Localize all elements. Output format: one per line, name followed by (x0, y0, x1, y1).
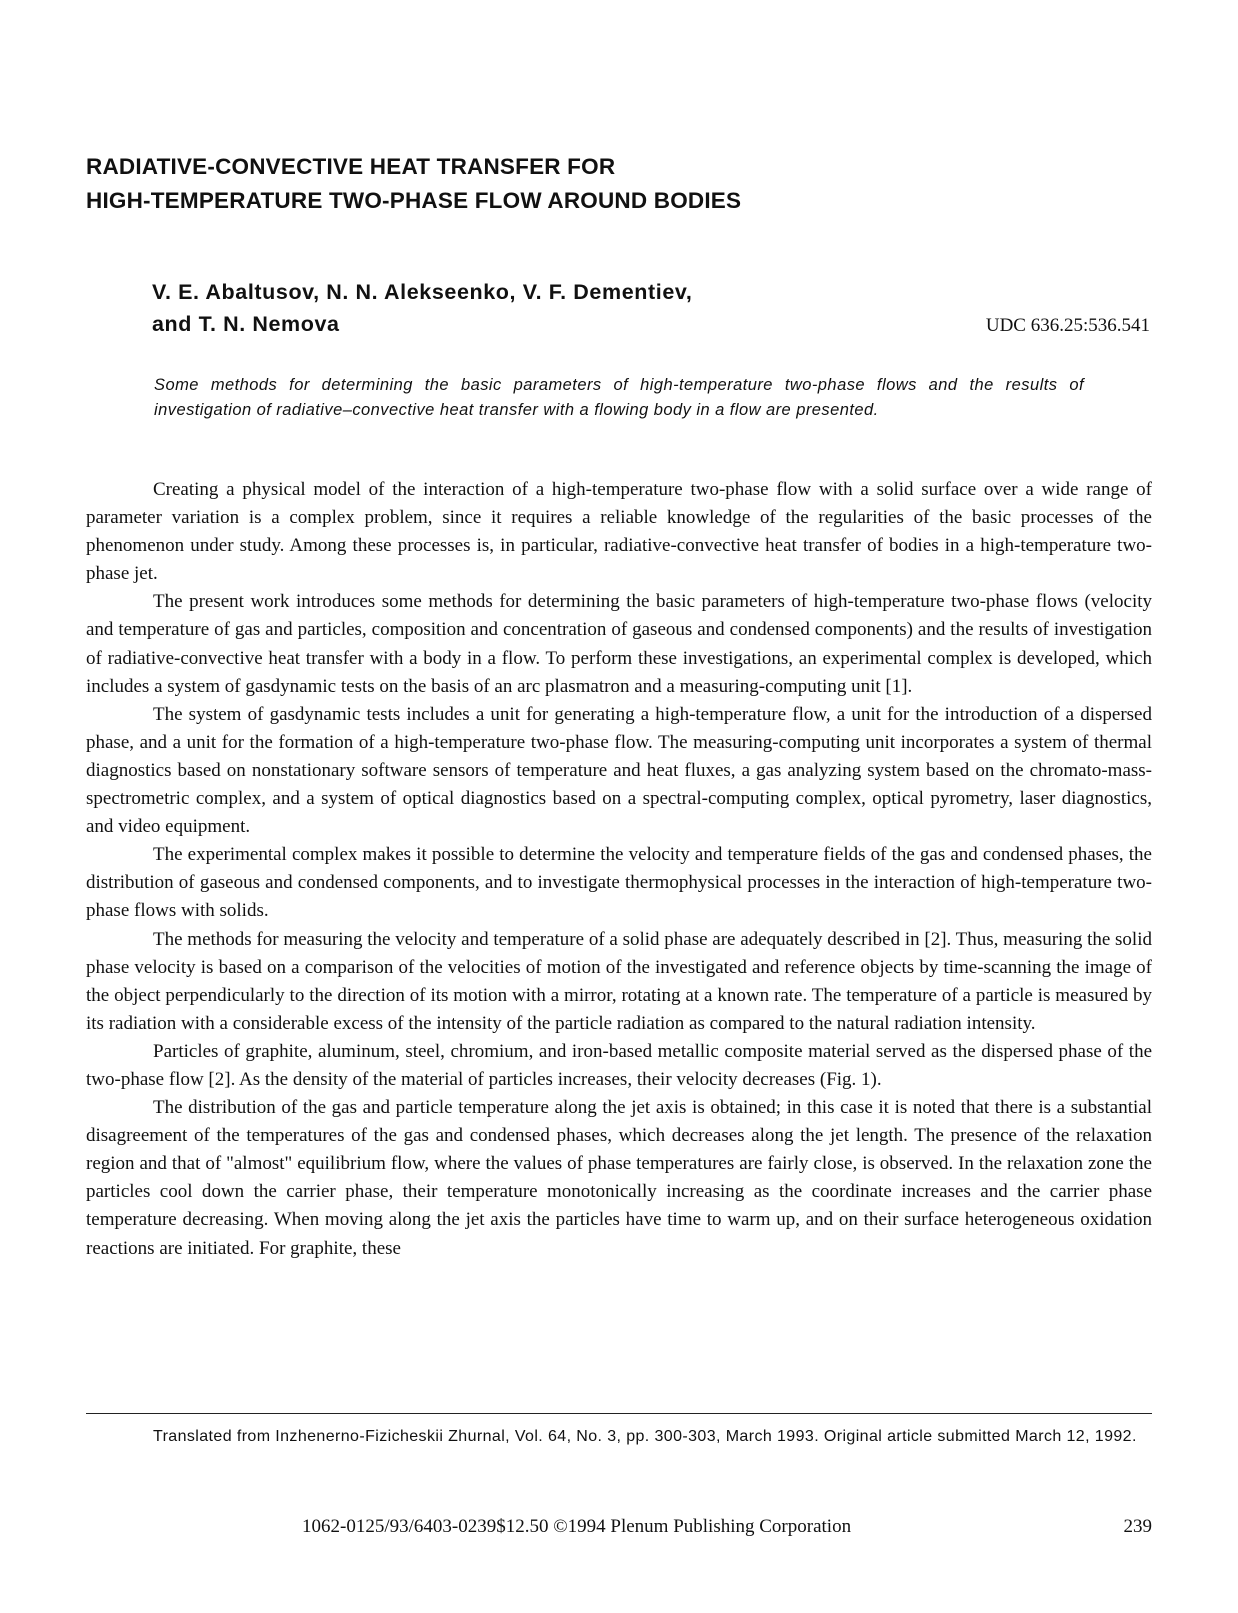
article-title-line-1: RADIATIVE-CONVECTIVE HEAT TRANSFER FOR (86, 154, 616, 179)
udc-code: UDC 636.25:536.541 (985, 315, 1150, 336)
body-paragraph: The methods for measuring the velocity and temperature of a solid phase are adequately described in [2]. Thus, measuring the solid phase velocity is based on a comparison of the velocities of motion of the investigated and reference objects by time-scanning the image of the object perpendicularly to the direction of its motion with a mirror, rotating at a known rate. The temperature of a particle is measured by its radiation with a considerable excess of the intensity of the particle radiation as compared to the natural radiation intensity. (86, 928, 1152, 1034)
body-paragraph: The experimental complex makes it possible to determine the velocity and temperature fields of the gas and condensed phases, the distribution of gaseous and condensed components, and to investigate thermophysical processes in the interaction of high-temperature two-phase flows with solids. (86, 844, 1152, 922)
body-paragraph: The present work introduces some methods for determining the basic parameters of high-temperature two-phase flows (velocity and temperature of gas and particles, composition and concentration of gaseous and condensed components) and the results of investigation of radiative-convective heat transfer with a body in a flow. To perform these investigations, an experimental complex is developed, which includes a system of gasdynamic tests on the basis of an arc plasmatron and a measuring-computing unit [1]. (86, 591, 1152, 697)
article-title-line-2: HIGH-TEMPERATURE TWO-PHASE FLOW AROUND BODIES (86, 188, 742, 213)
body-paragraph: The distribution of the gas and particle temperature along the jet axis is obtained; in this case it is noted that there is a substantial disagreement of the temperatures of the gas and condensed phases, which decreases along the jet length. The presence of the relaxation region and that of "almost" equilibrium flow, where the values of phase temperatures are fairly close, is observed. In the relaxation zone the particles cool down the carrier phase, their temperature monotonically increasing as the coordinate increases and the carrier phase temperature decreasing. When moving along the jet axis the particles have time to warm up, and on their surface heterogeneous oxidation reactions are initiated. For graphite, these (86, 1097, 1152, 1259)
body-text (86, 476, 1152, 1263)
publication-line: 1062-0125/93/6403-0239$12.50 ©1994 Plenum Publishing Corporation (302, 1516, 852, 1537)
author-list-line-1: V. E. Abaltusov, N. N. Alekseenko, V. F. Dementiev, (152, 280, 693, 304)
abstract: Some methods for determining the basic parameters of high-temperature two-phase flows and the results of investigation of radiative–convective heat transfer with a flowing body in a flow are presented. (154, 376, 1084, 419)
author-list (152, 276, 872, 340)
article-title (86, 150, 1086, 218)
author-list-line-2: and T. N. Nemova (152, 312, 340, 336)
translation-footnote: Translated from Inzhenerno-Fizicheskii Zhurnal, Vol. 64, No. 3, pp. 300-303, March 1993. Original article submitted March 12, 1992. (153, 1428, 1137, 1445)
page-number: 239 (1123, 1516, 1152, 1537)
body-paragraph: The system of gasdynamic tests includes a unit for generating a high-temperature flow, a unit for the introduction of a dispersed phase, and a unit for the formation of a high-temperature two-phase flow. The measuring-computing unit incorporates a system of thermal diagnostics based on nonstationary software sensors of temperature and heat fluxes, a gas analyzing system based on the chromato-mass-spectrometric complex, and a system of optical diagnostics based on a spectral-computing complex, optical pyrometry, laser diagnostics, and video equipment. (86, 703, 1152, 838)
body-paragraph: Creating a physical model of the interaction of a high-temperature two-phase flow with a solid surface over a wide range of parameter variation is a complex problem, since it requires a reliable knowledge of the regularities of the basic processes of the phenomenon under study. Among these processes is, in particular, radiative-convective heat transfer of bodies in a high-temperature two-phase jet. (86, 479, 1152, 585)
footnote-divider (86, 1413, 1152, 1414)
body-paragraph: Particles of graphite, aluminum, steel, chromium, and iron-based metallic composite material served as the dispersed phase of the two-phase flow [2]. As the density of the material of particles increases, their velocity decreases (Fig. 1). (86, 1040, 1152, 1090)
